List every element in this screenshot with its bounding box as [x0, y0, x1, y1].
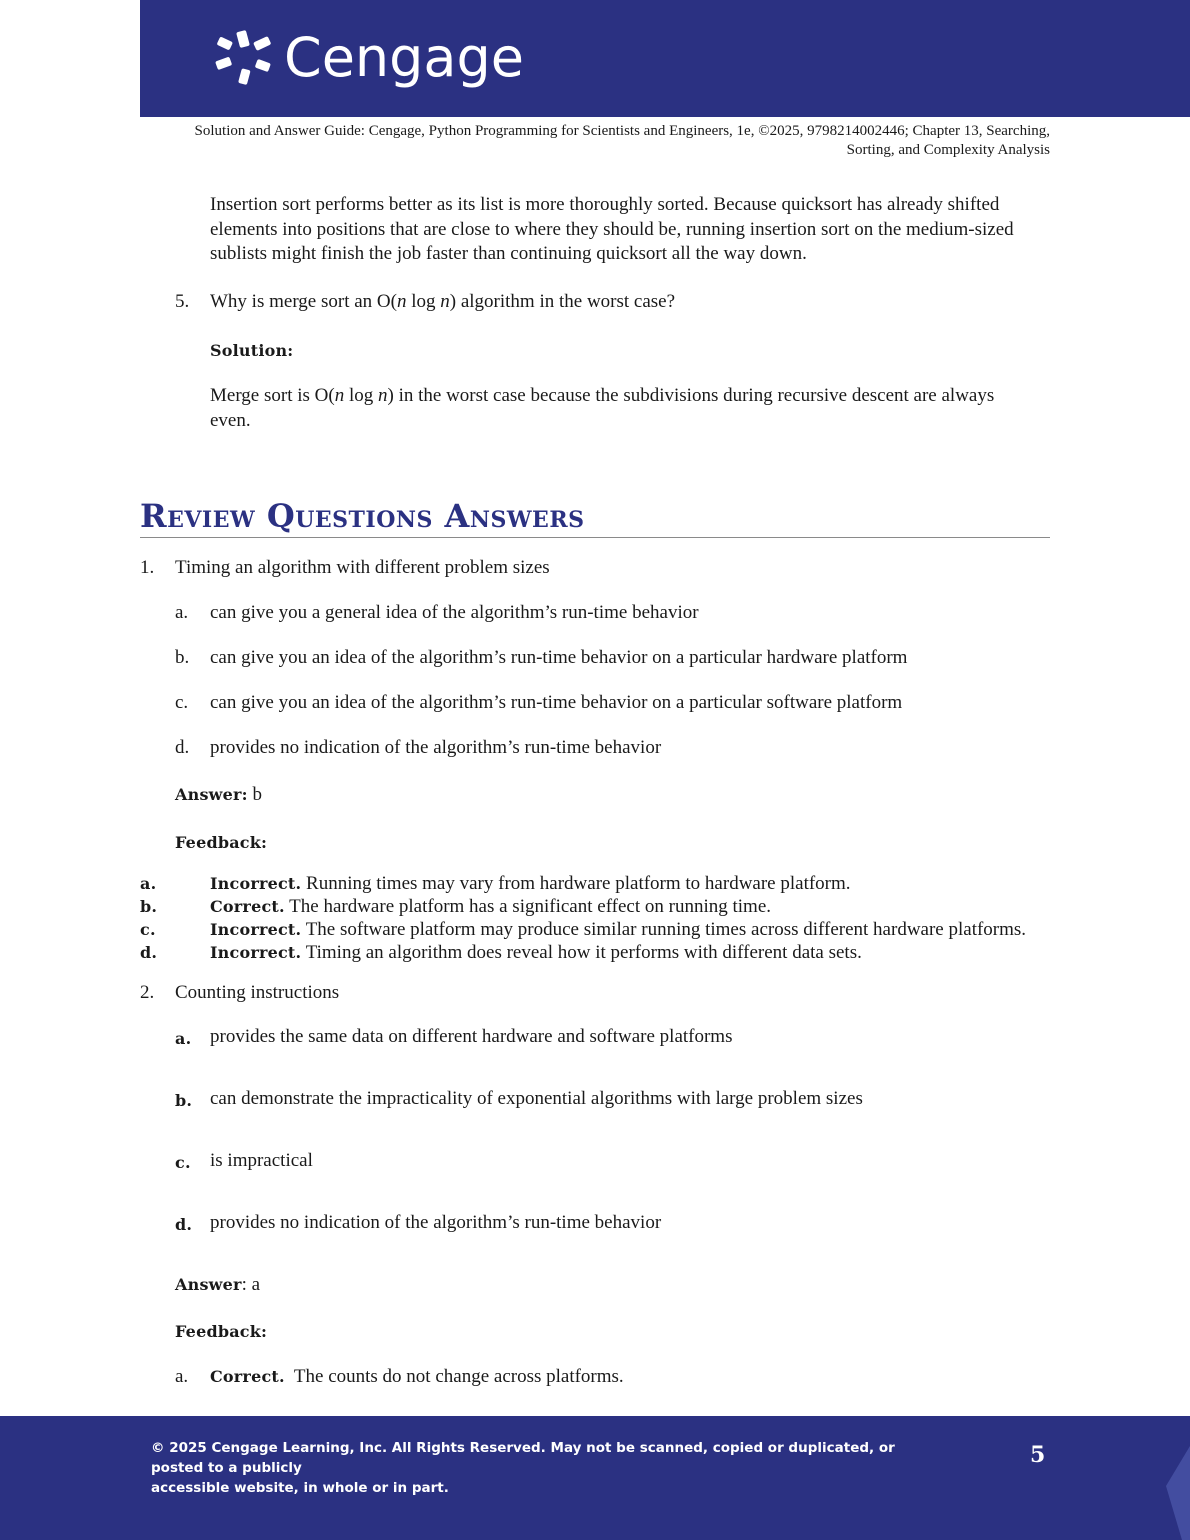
feedback-letter: a. — [175, 1366, 189, 1387]
feedback-verdict: Incorrect. — [210, 874, 302, 893]
option-letter: b. — [175, 647, 190, 668]
option-text: provides the same data on different hardware and software platforms — [210, 1026, 733, 1047]
option-text: is impractical — [210, 1150, 313, 1171]
section-title: Review Questions Answers — [140, 497, 1050, 538]
question-stem: Timing an algorithm with different problem sizes — [175, 557, 550, 578]
running-head-line: Solution and Answer Guide: Cengage, Python Programming for Scientists and Engineers, 1e, ©2025, 9798214002446; Chapter 13, Searching, — [194, 123, 1050, 139]
running-head-line: Sorting, and Complexity Analysis — [846, 142, 1050, 158]
feedback-letter: c. — [140, 920, 156, 939]
cengage-logo — [212, 28, 524, 88]
feedback-text: The software platform may produce similar running times across different hardware platforms. — [301, 919, 1027, 940]
feedback-label: Feedback: — [175, 833, 268, 852]
answer-line — [175, 1273, 260, 1298]
brand-name: Cengage — [284, 26, 525, 89]
feedback-verdict: Incorrect. — [210, 943, 302, 962]
question-text: Why is merge sort an O(n log n) algorithm in the worst case? — [210, 291, 676, 312]
intro-paragraph — [210, 193, 1070, 267]
option-letter: c. — [175, 1153, 191, 1172]
feedback-letter: d. — [140, 943, 158, 962]
header-band — [140, 0, 1190, 117]
feedback-verdict: Correct. — [210, 897, 285, 916]
solution-text: Merge sort is O(n log n) in the worst case because the subdivisions during recursive descent are always even. — [210, 385, 995, 431]
solution-label: Solution: — [210, 341, 294, 360]
feedback-item — [210, 1365, 624, 1390]
paragraph-line: elements into positions that are close to where they should be, running insertion sort on the medium-sized — [210, 218, 1014, 240]
answer-value: : a — [241, 1274, 261, 1295]
cengage-burst-icon — [212, 29, 274, 87]
feedback-verdict: Correct. — [210, 1367, 285, 1386]
option-text: can give you an idea of the algorithm’s run-time behavior on a particular software platform — [210, 692, 903, 713]
option-letter: d. — [175, 737, 190, 758]
option-letter: c. — [175, 692, 189, 713]
running-head — [150, 122, 1050, 160]
answer-value: b — [247, 784, 262, 805]
option-letter: a. — [175, 1029, 192, 1048]
feedback-letter: a. — [140, 874, 157, 893]
feedback-text: Timing an algorithm does reveal how it performs with different data sets. — [301, 942, 862, 963]
question-number: 2. — [140, 982, 155, 1003]
question-stem: Counting instructions — [175, 982, 340, 1003]
option-text: can give you an idea of the algorithm’s run-time behavior on a particular hardware platform — [210, 647, 908, 668]
copyright-notice: © 2025 Cengage Learning, Inc. All Rights Reserved. May not be scanned, copied or duplicated, or posted to a publicly accessible website, in whole or in part. — [151, 1440, 895, 1496]
option-text: can demonstrate the impracticality of exponential algorithms with large problem sizes — [210, 1088, 863, 1109]
option-text: provides no indication of the algorithm’s run-time behavior — [210, 1212, 662, 1233]
question-number: 5. — [175, 291, 190, 312]
feedback-label: Feedback: — [175, 1322, 268, 1341]
option-text: provides no indication of the algorithm’s run-time behavior — [210, 737, 662, 758]
option-text: can give you a general idea of the algorithm’s run-time behavior — [210, 602, 699, 623]
option-letter: d. — [175, 1215, 193, 1234]
answer-label: Answer: — [175, 785, 248, 804]
paragraph-line: sublists might finish the job faster than continuing quicksort all the way down. — [210, 243, 807, 264]
option-letter: b. — [175, 1091, 193, 1110]
paragraph-line: Insertion sort performs better as its list is more thoroughly sorted. Because quicksort has already shifted — [210, 194, 1000, 215]
answer-label: Answer — [175, 1275, 242, 1294]
footer-band — [0, 1416, 1190, 1540]
question-number: 1. — [140, 557, 155, 578]
feedback-text: The hardware platform has a significant effect on running time. — [284, 896, 772, 917]
page-number: 5 — [1030, 1442, 1046, 1468]
feedback-text: The counts do not change across platforms. — [284, 1366, 624, 1387]
decorative-corner-icon — [1160, 1446, 1190, 1540]
option-letter: a. — [175, 602, 189, 623]
feedback-letter: b. — [140, 897, 158, 916]
feedback-verdict: Incorrect. — [210, 920, 302, 939]
answer-line — [175, 783, 262, 808]
feedback-text: Running times may vary from hardware platform to hardware platform. — [301, 873, 851, 894]
